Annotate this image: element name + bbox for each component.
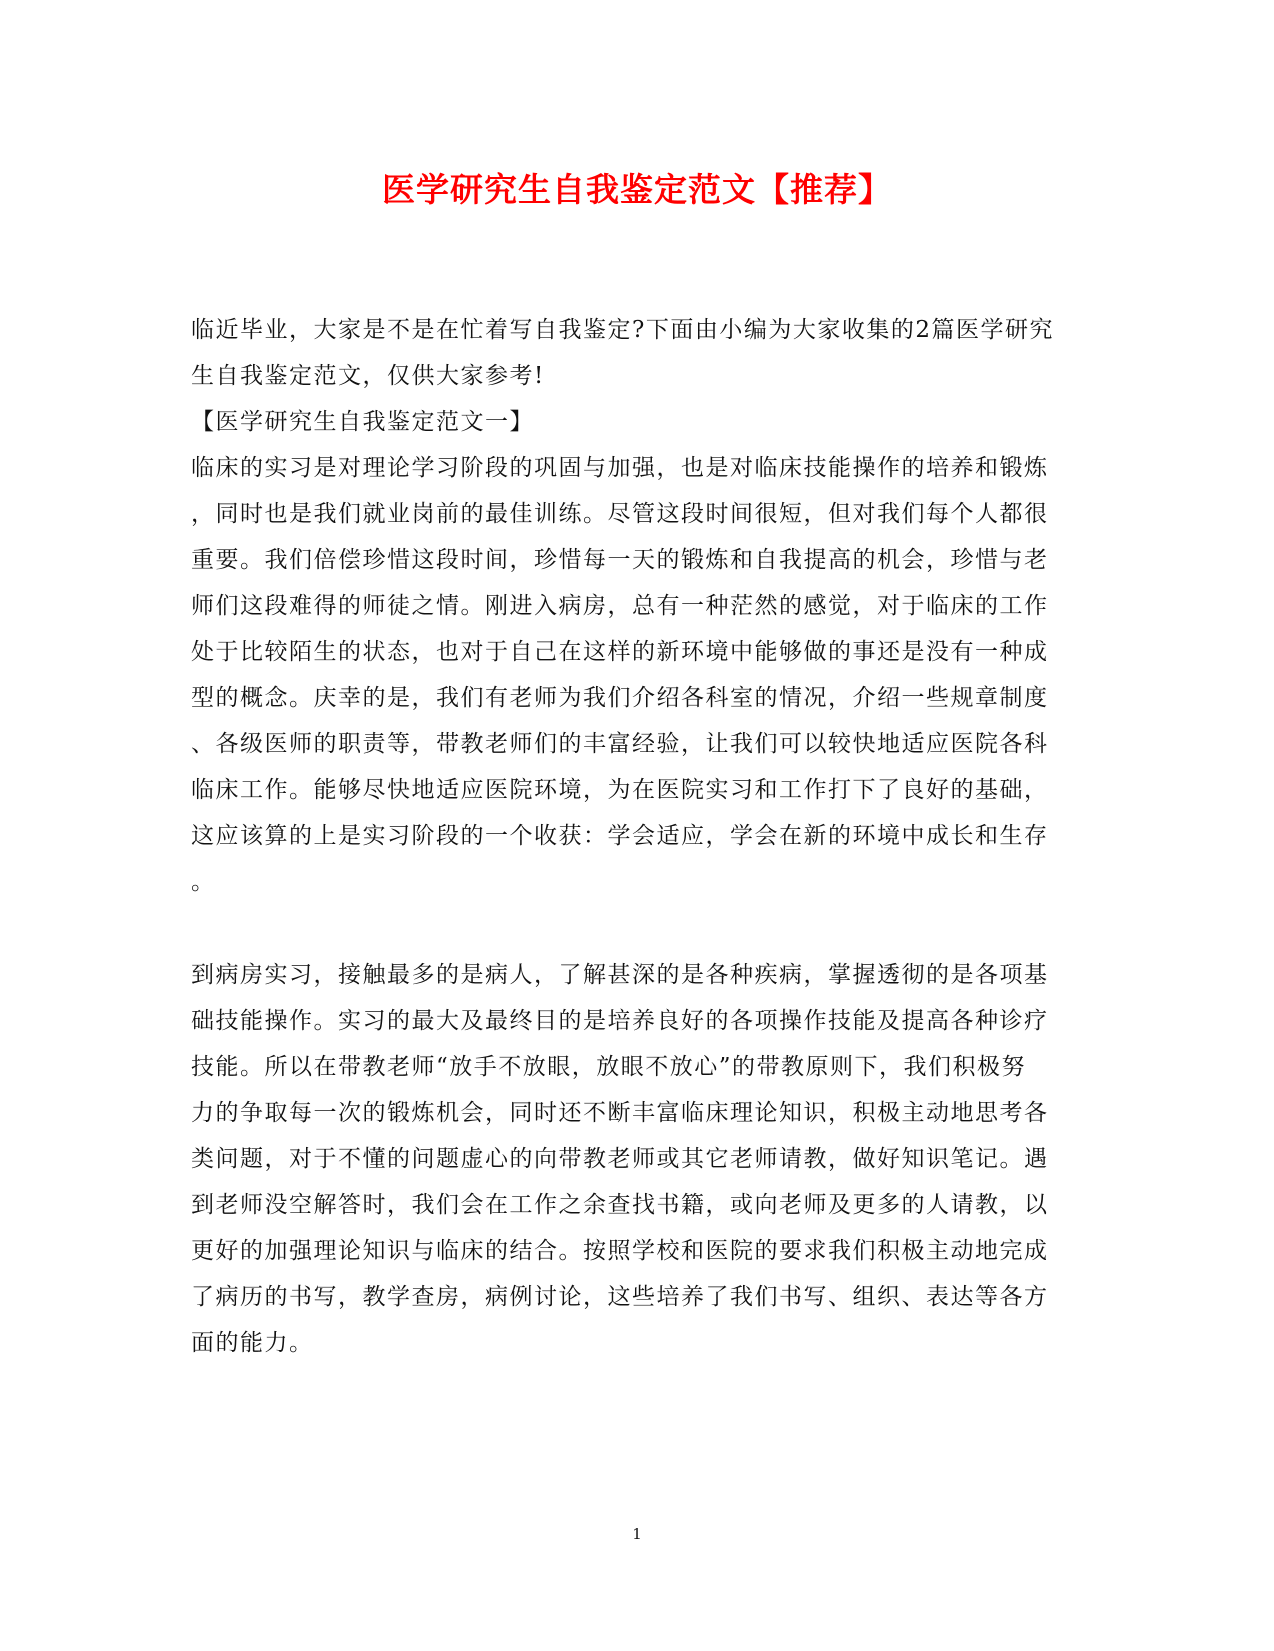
text-line: 临床的实习是对理论学习阶段的巩固与加强，也是对临床技能操作的培养和锻炼 (191, 455, 1049, 481)
page-title: 医学研究生自我鉴定范文【推荐】 (382, 170, 892, 209)
text-line: 力的争取每一次的锻炼机会，同时还不断丰富临床理论知识，积极主动地思考各 (191, 1100, 1049, 1126)
text-line: 到病房实习，接触最多的是病人，了解甚深的是各种疾病，掌握透彻的是各项基 (191, 962, 1049, 988)
text-line: 更好的加强理论知识与临床的结合。按照学校和医院的要求我们积极主动地完成 (191, 1238, 1049, 1264)
text-line: 、各级医师的职责等，带教老师们的丰富经验，让我们可以较快地适应医院各科 (191, 731, 1049, 757)
text-line: 处于比较陌生的状态，也对于自己在这样的新环境中能够做的事还是没有一种成 (191, 639, 1049, 665)
text-line: 了病历的书写，教学查房，病例讨论，这些培养了我们书写、组织、表达等各方 (191, 1284, 1049, 1310)
text-line: 临近毕业，大家是不是在忙着写自我鉴定?下面由小编为大家收集的2篇医学研究 (191, 317, 1054, 343)
text-line: ，同时也是我们就业岗前的最佳训练。尽管这段时间很短，但对我们每个人都很 (191, 501, 1049, 527)
section-heading: 【医学研究生自我鉴定范文一】 (191, 409, 534, 435)
text-line: 到老师没空解答时，我们会在工作之余查找书籍，或向老师及更多的人请教，以 (191, 1192, 1049, 1218)
text-line: 型的概念。庆幸的是，我们有老师为我们介绍各科室的情况，介绍一些规章制度 (191, 685, 1049, 711)
text-line: 重要。我们倍偿珍惜这段时间，珍惜每一天的锻炼和自我提高的机会，珍惜与老 (191, 547, 1049, 573)
text-line: 。 (191, 869, 216, 895)
text-line: 师们这段难得的师徒之情。刚进入病房，总有一种茫然的感觉，对于临床的工作 (191, 593, 1049, 619)
page-number: 1 (632, 1525, 642, 1543)
text-line: 技能。所以在带教老师“放手不放眼，放眼不放心”的带教原则下，我们积极努 (191, 1054, 1027, 1080)
text-line: 生自我鉴定范文，仅供大家参考! (191, 363, 545, 389)
text-line: 类问题，对于不懂的问题虚心的向带教老师或其它老师请教，做好知识笔记。遇 (191, 1146, 1049, 1172)
text-line: 面的能力。 (191, 1330, 314, 1356)
text-line: 临床工作。能够尽快地适应医院环境，为在医院实习和工作打下了良好的基础， (191, 777, 1049, 803)
text-line: 这应该算的上是实习阶段的一个收获：学会适应，学会在新的环境中成长和生存 (191, 823, 1049, 849)
text-line: 础技能操作。实习的最大及最终目的是培养良好的各项操作技能及提高各种诊疗 (191, 1008, 1049, 1034)
